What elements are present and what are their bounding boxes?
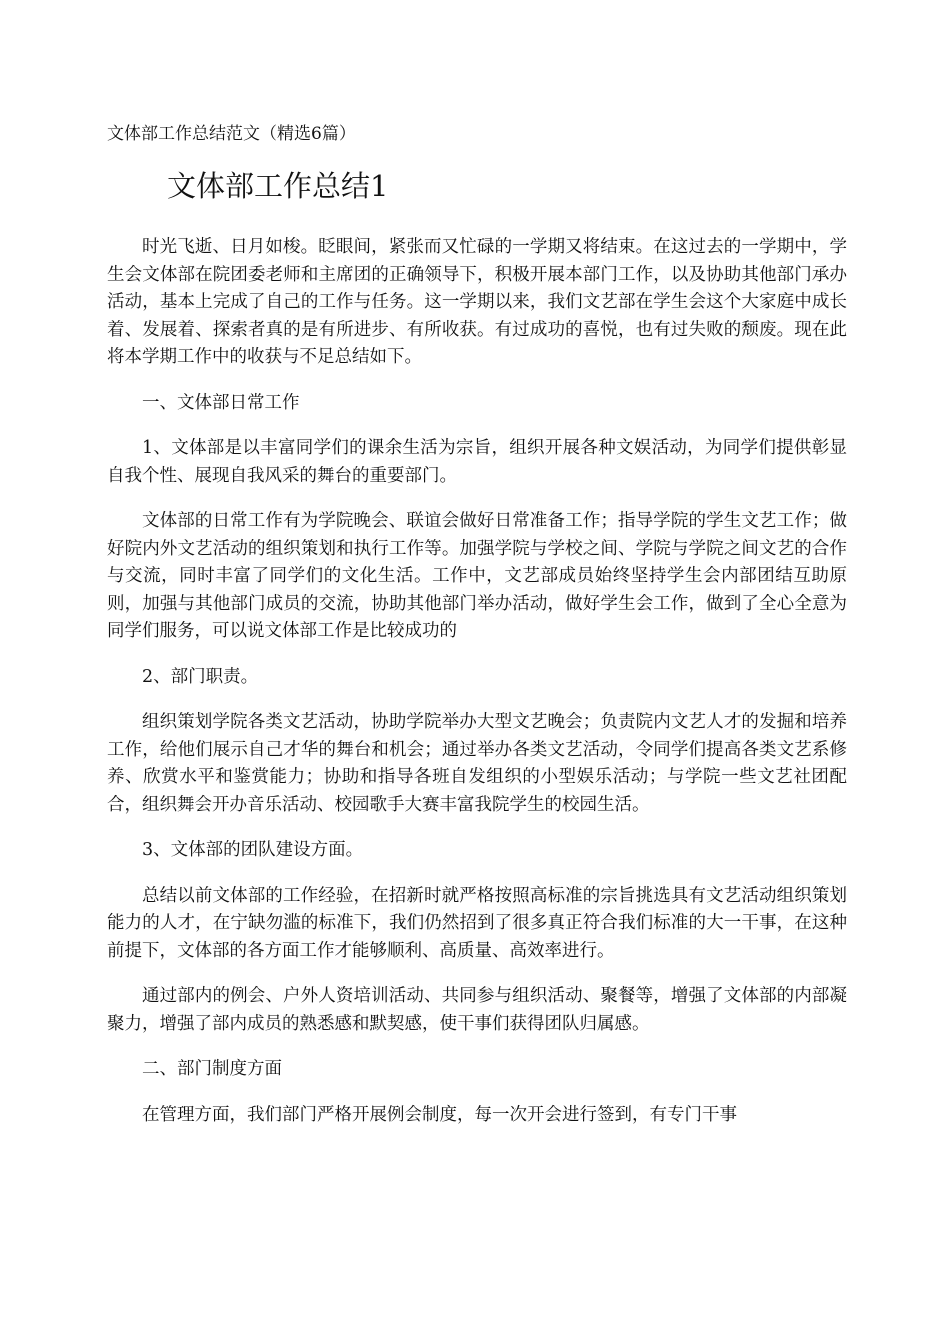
document-body xyxy=(107,234,847,1147)
document-title: 文体部工作总结范文（精选6篇） xyxy=(107,124,356,144)
paragraph-responsibilities: 组织策划学院各类文艺活动，协助学院举办大型文艺晚会；负责院内文艺人才的发掘和培养工作，给他们展示自己才华的舞台和机会；通过举办各类文艺活动，令同学们提高各类文艺系修养、欣赏水平和鉴赏能力；协助和指导各班自发组织的小型娱乐活动；与学院一些文艺社团配合，组织舞会开办音乐活动、校园歌手大赛丰富我院学生的校园生活。 xyxy=(107,712,847,815)
section-title: 文体部工作总结1 xyxy=(167,169,389,203)
heading-responsibilities: 2、部门职责。 xyxy=(142,666,259,687)
paragraph-cohesion: 通过部内的例会、户外人资培训活动、共同参与组织活动、聚餐等，增强了文体部的内部凝聚力，增强了部内成员的熟悉感和默契感，使干事们获得团队归属感。 xyxy=(107,986,847,1034)
heading-team-building: 3、文体部的团队建设方面。 xyxy=(142,840,364,860)
heading-daily-work: 一、文体部日常工作 xyxy=(142,392,300,413)
paragraph-item-1: 1、文体部是以丰富同学们的课余生活为宗旨，组织开展各种文娱活动，为同学们提供彰显自我个性、展现自我风采的舞台的重要部门。 xyxy=(107,438,847,486)
paragraph-daily-duties: 文体部的日常工作有为学院晚会、联谊会做好日常准备工作；指导学院的学生文艺工作；做好院内外文艺活动的组织策划和执行工作等。加强学院与学校之间、学院与学院之间文艺的合作与交流，同时丰富了同学们的文化生活。工作中，文艺部成员始终坚持学生会内部团结互助原则，加强与其他部门成员的交流，协助其他部门举办活动，做好学生会工作，做到了全心全意为同学们服务，可以说文体部工作是比较成功的 xyxy=(107,511,847,641)
heading-system: 二、部门制度方面 xyxy=(142,1059,282,1079)
paragraph-management: 在管理方面，我们部门严格开展例会制度，每一次开会进行签到，有专门干事 xyxy=(142,1104,737,1125)
paragraph-recruitment: 总结以前文体部的工作经验，在招新时就严格按照高标准的宗旨挑选具有文艺活动组织策划能力的人才，在宁缺勿滥的标准下，我们仍然招到了很多真正符合我们标准的大一干事，在这种前提下，文体部的各方面工作才能够顺利、高质量、高效率进行。 xyxy=(107,885,847,961)
paragraph-intro: 时光飞逝、日月如梭。眨眼间，紧张而又忙碌的一学期又将结束。在这过去的一学期中，学生会文体部在院团委老师和主席团的正确领导下，积极开展本部门工作，以及协助其他部门承办活动，基本上完成了自己的工作与任务。这一学期以来，我们文艺部在学生会这个大家庭中成长着、发展着、探索者真的是有所进步、有所收获。有过成功的喜悦，也有过失败的颓废。现在此将本学期工作中的收获与不足总结如下。 xyxy=(107,237,847,367)
